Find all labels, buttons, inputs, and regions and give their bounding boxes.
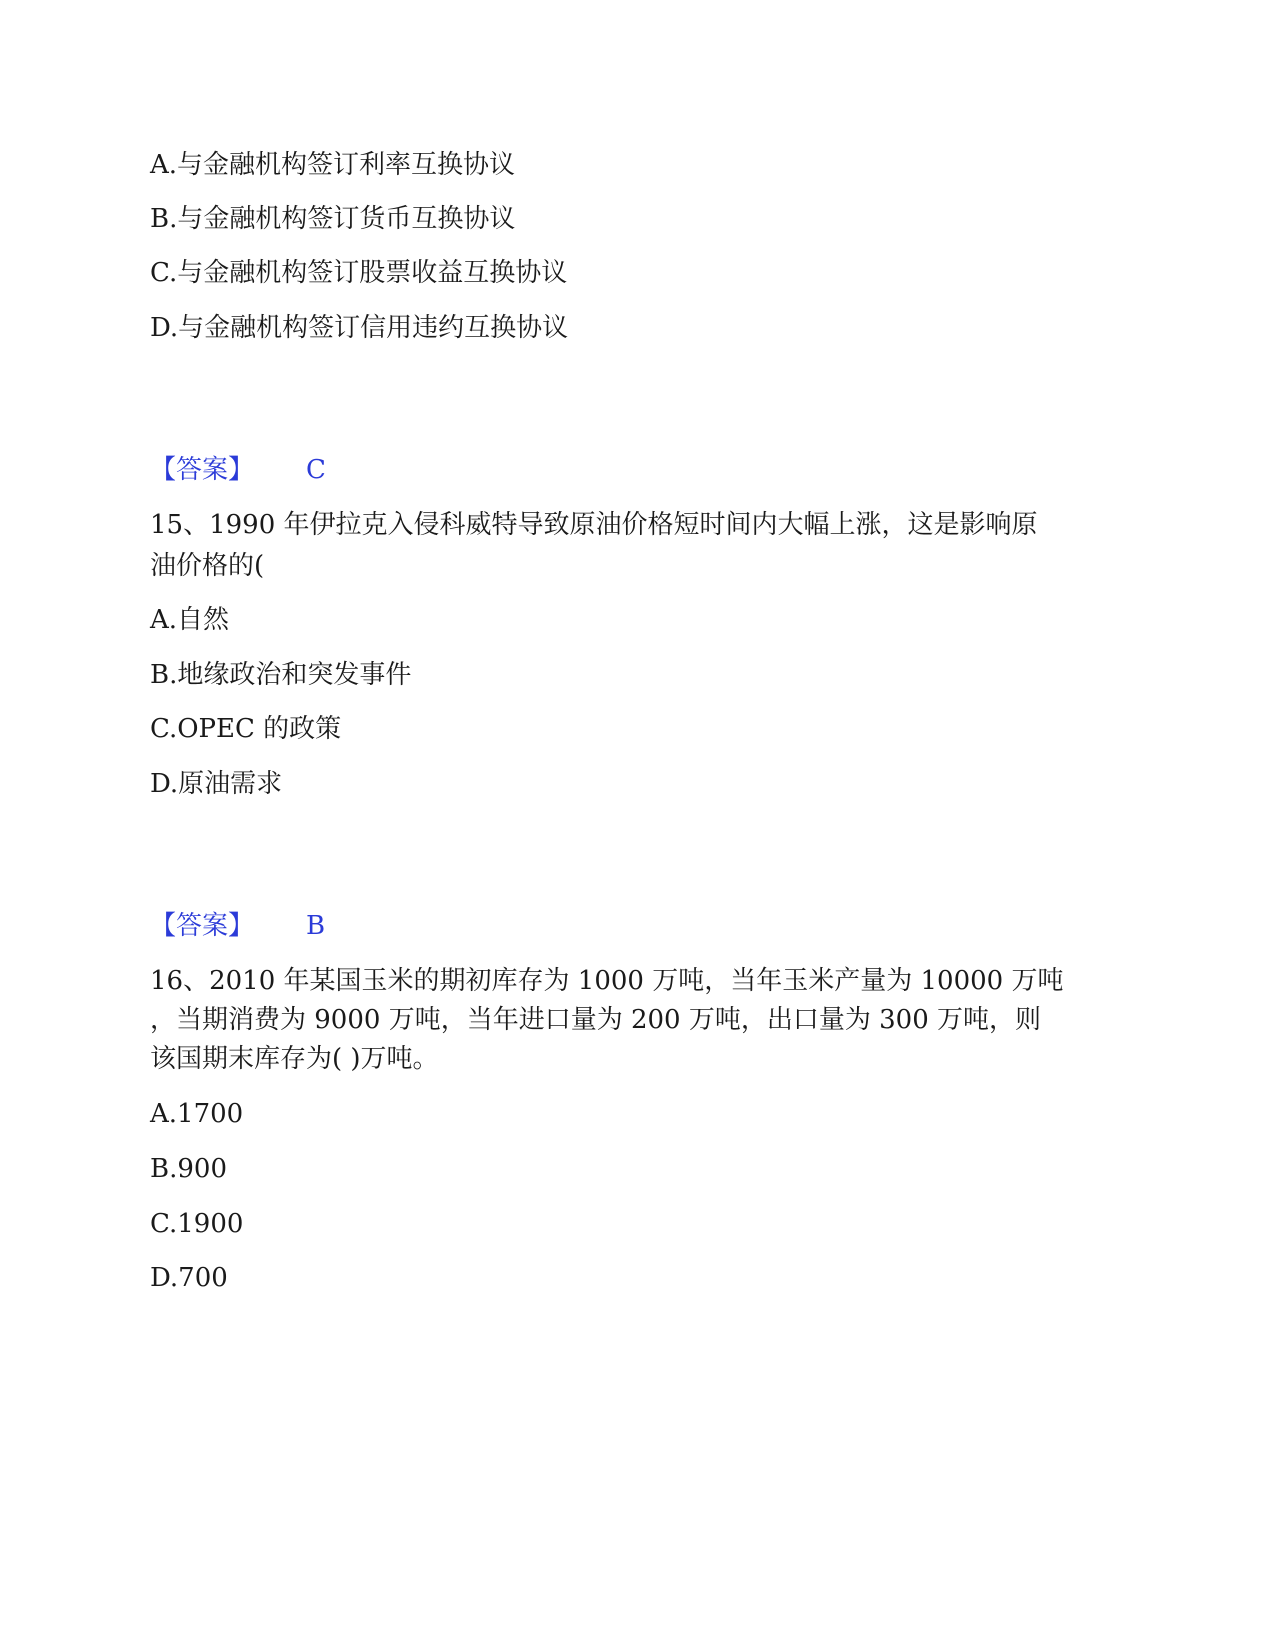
q16-stem-line-2: ，当期消费为 9000 万吨，当年进口量为 200 万吨，出口量为 300 万吨，则: [150, 1005, 1042, 1035]
answer-value: B: [306, 911, 326, 941]
q16-option-c: C.1900: [150, 1209, 244, 1239]
q16-option-a: A.1700: [150, 1099, 244, 1129]
q16-option-d: D.700: [150, 1263, 228, 1293]
q15-stem-line-1: 15、1990 年伊拉克入侵科威特导致原油价格短时间内大幅上涨，这是影响原: [150, 510, 1038, 540]
q14-option-a: A.与金融机构签订利率互换协议: [150, 150, 516, 180]
answer-value: C: [306, 455, 326, 485]
q15-option-a: A.自然: [150, 605, 230, 635]
answer-label: 【答案】: [150, 455, 255, 485]
q14-option-d: D.与金融机构签订信用违约互换协议: [150, 313, 569, 343]
q14-answer: [150, 453, 326, 487]
q15-option-b: B.地缘政治和突发事件: [150, 660, 412, 690]
q15-option-c: C.OPEC 的政策: [150, 714, 342, 744]
q15-option-d: D.原油需求: [150, 769, 283, 799]
answer-label: 【答案】: [150, 911, 255, 941]
q15-answer: [150, 909, 325, 943]
q14-option-c: C.与金融机构签订股票收益互换协议: [150, 258, 568, 288]
q14-option-b: B.与金融机构签订货币互换协议: [150, 204, 516, 234]
q16-stem-line-3: 该国期末库存为( )万吨。: [150, 1044, 439, 1074]
q16-option-b: B.900: [150, 1154, 227, 1184]
q15-stem-line-2: 油价格的(: [150, 551, 265, 581]
q16-stem-line-1: 16、2010 年某国玉米的期初库存为 1000 万吨，当年玉米产量为 10000 万吨: [150, 966, 1064, 996]
